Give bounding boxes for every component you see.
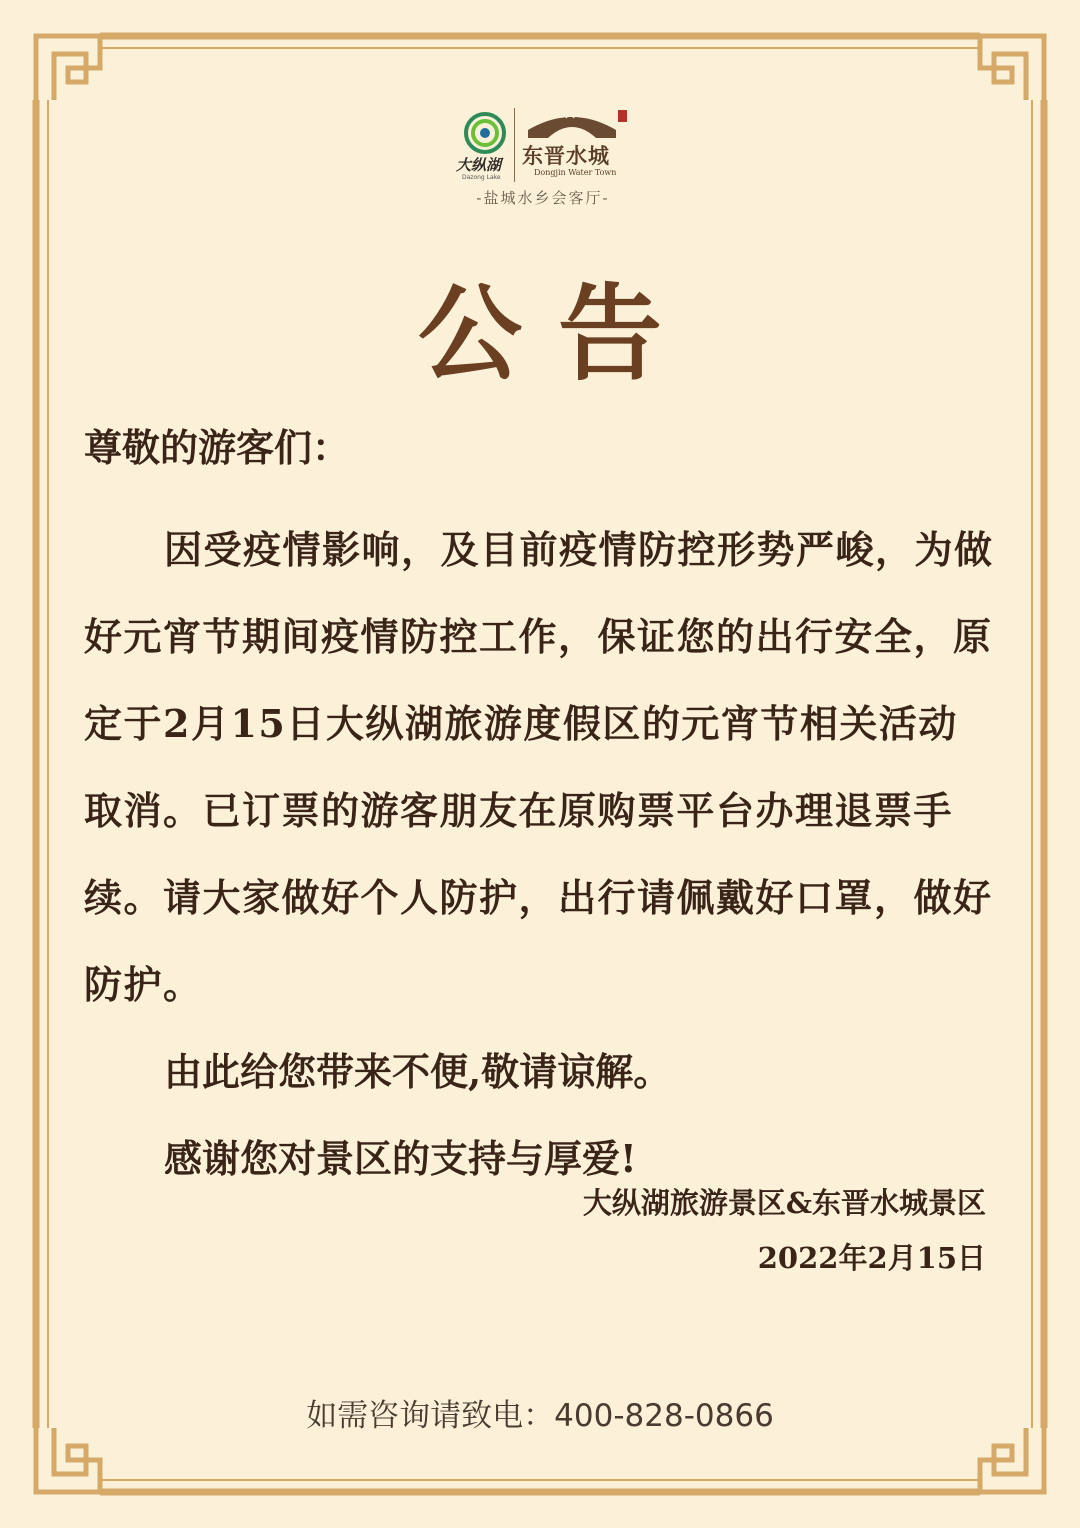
thanks-line: 感谢您对景区的支持与厚爱! (164, 1136, 637, 1181)
dongjin-water-town-logo (522, 106, 638, 184)
logo-left-name-en: Dazong Lake (462, 174, 501, 181)
logo-right-name-en: Dongjin Water Town (534, 168, 617, 177)
signature-date: 2022年2月15日 (757, 1241, 986, 1275)
logo (448, 104, 638, 214)
logo-divider (514, 108, 515, 182)
main-paragraph: 因受疫情影响，及目前疫情防控形势严峻，为做好元宵节期间疫情防控工作，保证您的出行安全，原定于2月15日大纵湖旅游度假区的元宵节相关活动取消。已订票的游客朋友在原购票平台办理退票手续。请大家做好个人防护，出行请佩戴好口罩，做好防护。 (84, 527, 994, 1007)
signature (583, 1176, 986, 1286)
arch-bridge-icon (526, 110, 618, 140)
notice-title: 公告 (417, 272, 698, 395)
signature-org: 大纵湖旅游景区&东晋水城景区 (582, 1186, 986, 1220)
logo-tagline: -盐城水乡会客厅- (476, 189, 610, 207)
greeting: 尊敬的游客们： (84, 425, 351, 470)
apology-line: 由此给您带来不便,敬请谅解。 (164, 1049, 672, 1094)
contact-line: 如需咨询请致电：400-828-0866 (306, 1398, 774, 1434)
logo-right-name: 东晋水城 (522, 143, 610, 168)
lake-swirl-icon (462, 112, 508, 154)
dazong-lake-logo (456, 112, 514, 182)
red-seal-icon (618, 110, 627, 122)
logo-left-name: 大纵湖 (456, 156, 502, 174)
notice-body (84, 420, 994, 1202)
